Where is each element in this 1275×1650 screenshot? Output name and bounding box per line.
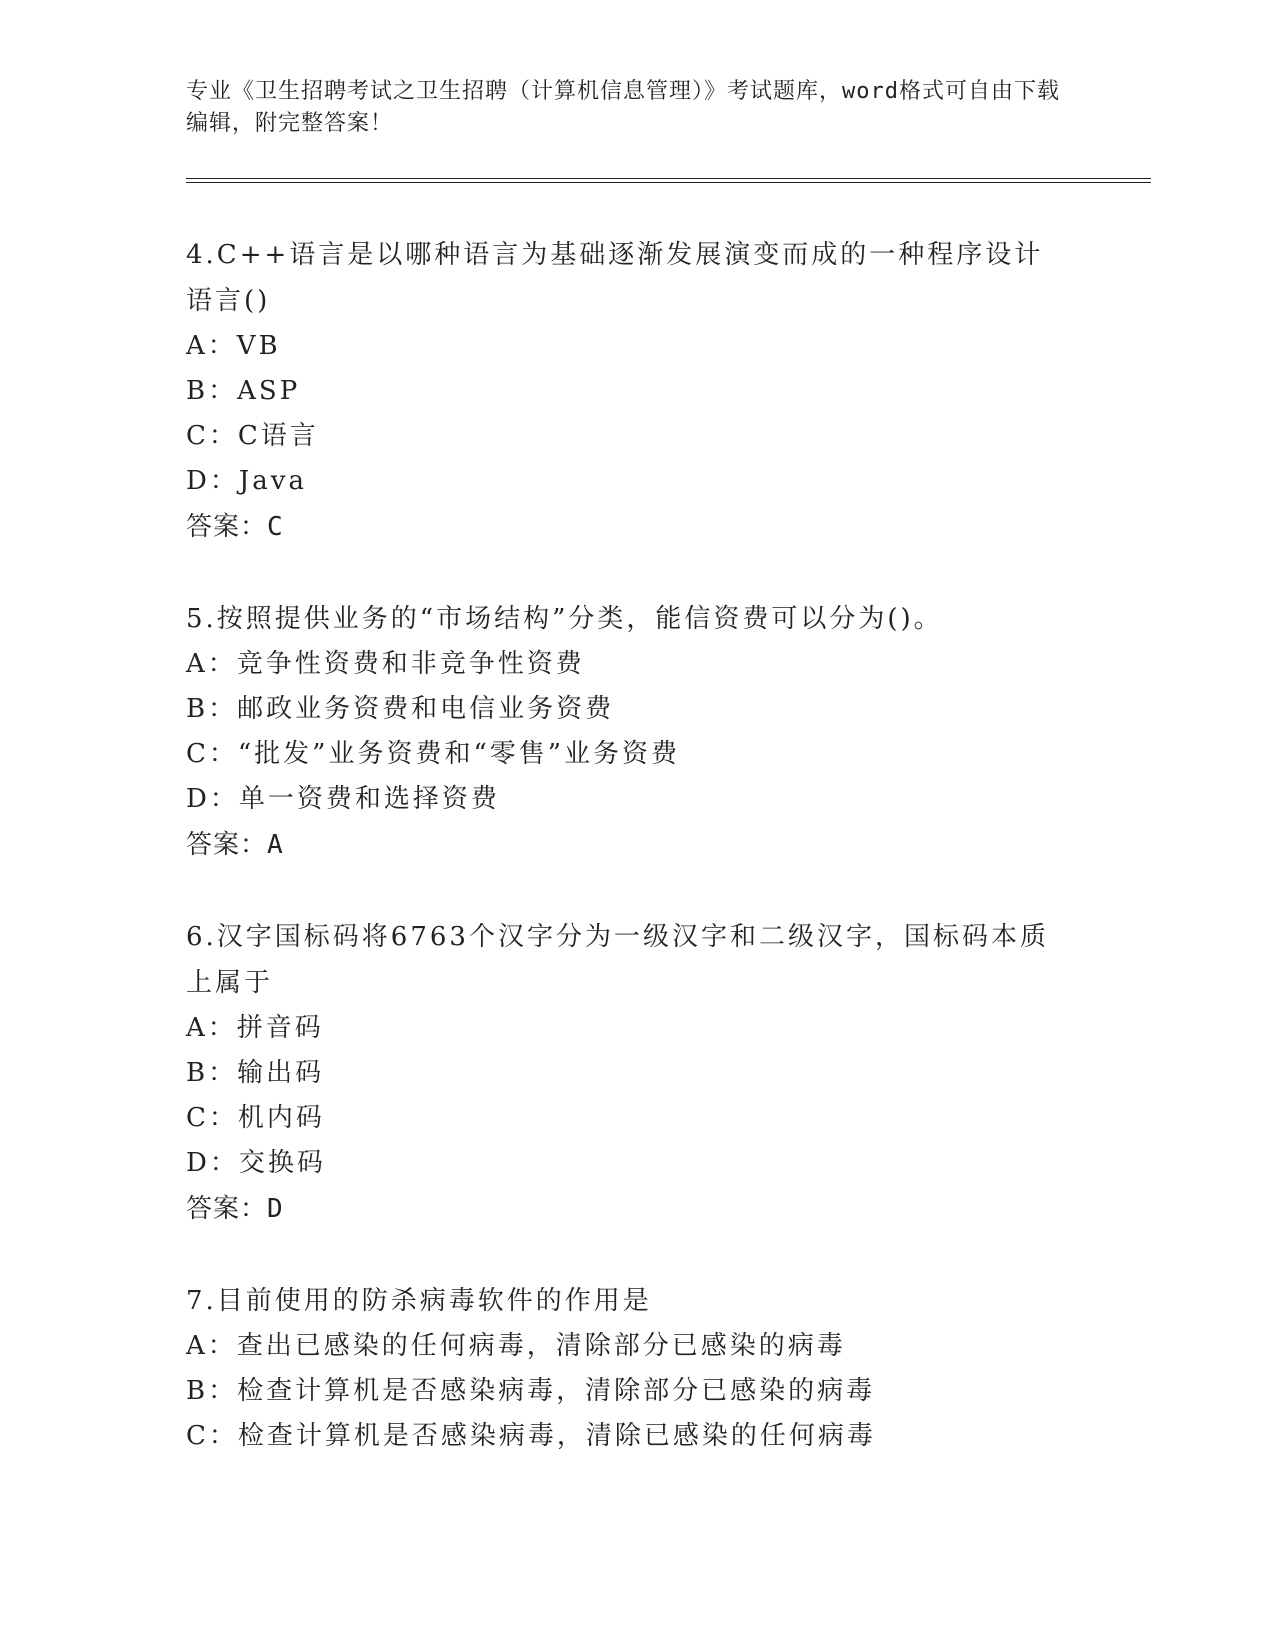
question-stem: 6.汉字国标码将6763个汉字分为一级汉字和二级汉字，国标码本质上属于 [186,922,1049,998]
question-stem: 4.C++语言是以哪种语言为基础逐渐发展演变而成的一种程序设计语言() [186,240,1044,316]
question-5 [186,596,1066,868]
answer: 答案：A [186,830,284,860]
question-6 [186,914,1066,1232]
option-d: D：Java [186,466,307,496]
option-a: A：拼音码 [186,1013,324,1043]
option-c: C：“批发”业务资费和“零售”业务资费 [186,739,681,769]
option-b: B：ASP [186,376,301,406]
document-header: 专业《卫生招聘考试之卫生招聘（计算机信息管理）》考试题库，word格式可自由下载编辑，附完整答案！ [186,79,1060,136]
option-d: D：单一资费和选择资费 [186,784,500,814]
header-divider-top [186,178,1151,179]
option-b: B：输出码 [186,1058,325,1088]
option-a: A：VB [186,331,281,361]
question-stem: 5.按照提供业务的“市场结构”分类，能信资费可以分为()。 [186,604,943,634]
option-c: C：机内码 [186,1103,325,1133]
question-stem: 7.目前使用的防杀病毒软件的作用是 [186,1286,652,1316]
question-7 [186,1278,1066,1459]
option-c: C：检查计算机是否感染病毒，清除已感染的任何病毒 [186,1421,876,1451]
answer: 答案：D [186,1194,284,1224]
option-b: B：检查计算机是否感染病毒，清除部分已感染的病毒 [186,1376,876,1406]
option-d: D：交换码 [186,1148,326,1178]
answer: 答案：C [186,512,284,542]
question-4 [186,232,1066,550]
option-a: A：查出已感染的任何病毒，清除部分已感染的病毒 [186,1331,846,1361]
option-c: C：C语言 [186,421,319,451]
option-a: A：竞争性资费和非竞争性资费 [186,649,585,679]
option-b: B：邮政业务资费和电信业务资费 [186,694,615,724]
header-divider-bottom [186,182,1151,183]
